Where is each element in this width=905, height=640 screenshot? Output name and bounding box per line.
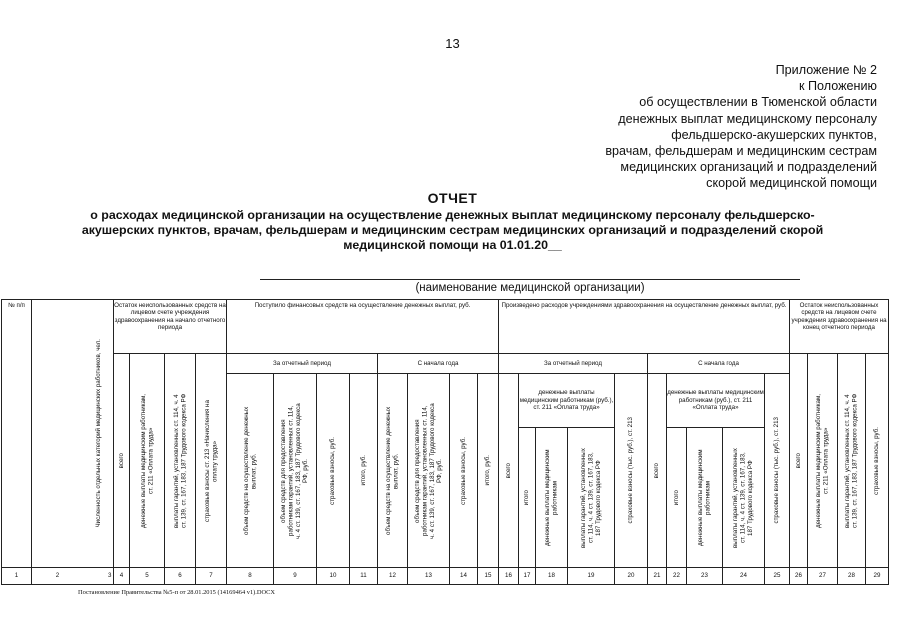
document-footer: Постановление Правительства №5-п от 28.01.2015 (14169464 v1).DOCX [78,589,275,596]
appendix-line: медицинских организаций и подразделений [620,160,877,175]
h-vol-payments: объем средств на осуществление денежных выплат, руб. [227,374,274,568]
h-pay-211: денежные выплаты медицинским работникам, ст. 211 «Оплата труда» [808,354,838,568]
appendix-line: денежных выплат медицинскому персоналу [618,111,877,126]
report-subtitle: о расходах медицинской организации на осуществление денежных выплат медицинскому персоналу фельдшерско-акушерских пунктов, врачам, фельдшерам и медицинским сестрам медицинских организаций и подразделений скорой медицинской помощи на 01.01.20__ [81,208,824,252]
h-ins-rub: страховые взносы, руб. [450,374,478,568]
h-ins-rub: страховые взносы, руб. [866,354,889,568]
period-year: С начала года [648,354,790,374]
appendix-line: Приложение № 2 [775,63,877,77]
col-num: 24 [723,568,765,585]
h-vol-guarantees: объем средств для предоставления работникам гарантий, установленных ст. 114, ч. 4 ст. 139, ст. 167, 183, 187 Трудового кодекса РФ, руб. [274,374,317,568]
col-num: 20 [615,568,648,585]
h-total: всего [499,374,519,568]
h-itogo-rub: итого, руб. [478,374,499,568]
sub-ins-213: страховые взносы (тыс. руб.), ст. 213 [615,374,648,568]
group-received: Поступило финансовых средств на осуществление денежных выплат, руб. [227,300,499,354]
col-num: 6 [165,568,196,585]
h-vol-payments: объем средств на осуществление денежных выплат, руб. [378,374,408,568]
col-num: 14 [450,568,478,585]
report-table [1,299,889,585]
h-ins-rub: страховые взносы, руб. [317,374,350,568]
org-name-caption: (наименование медицинской организации) [415,282,645,294]
h-pay-med: денежные выплаты медицинским работникам [687,428,723,568]
col-num: 2 3 [32,568,114,585]
sub-pay-211: денежные выплаты медицинским работникам (руб.), ст. 211 «Оплата труда» [519,374,615,428]
col-num: 15 [478,568,499,585]
col-num: 11 [350,568,378,585]
h-pay-med: денежные выплаты медицинским работникам [536,428,568,568]
col-num: 28 [838,568,866,585]
appendix-line: врачам, фельдшерам и медицинским сестрам [605,144,877,159]
h-guarantees-short: выплаты гарантий, установленных ст. 114, ч. 4 ст. 139, ст. 167, 183, 187 Трудового кодекса РФ [568,428,615,568]
h-guarantees-short: выплаты гарантий, установленных ст. 114, ч. 4 ст. 139, ст. 167, 183, 187 Трудового кодекса РФ [723,428,765,568]
appendix-line: об осуществлении в Тюменской области [639,95,877,110]
col-num: 23 [687,568,723,585]
column-numbers-row [2,568,889,585]
col-num: 22 [667,568,687,585]
h-total: всего [790,354,808,568]
col-num: 25 [765,568,790,585]
col-num: 18 [536,568,568,585]
col-number-header: № п/п [2,300,32,568]
appendix-line: к Положению [798,79,877,94]
h-total: всего [648,374,667,568]
group-balance-start: Остаток неиспользованных средств на лицевом счете учреждения здравоохранения на начало отчетного периода [114,300,227,354]
col-num: 17 [519,568,536,585]
col-num: 1 [2,568,32,585]
col-num: 27 [808,568,838,585]
h-total: всего [114,354,130,568]
h-itogo-rub: итого, руб. [350,374,378,568]
col-num: 10 [317,568,350,585]
h-guarantees: выплаты гарантий, установленных ст. 114, ч. 4 ст. 139, ст. 167, 183, 187 Трудового кодекса РФ [838,354,866,568]
sub-pay-211: денежные выплаты медицинским работникам (руб.), ст. 211 «Оплата труда» [667,374,765,428]
appendix-line: скорой медицинской помощи [706,176,877,191]
col-num: 29 [866,568,889,585]
h-pay-211: денежные выплаты медицинским работникам, ст. 211 «Оплата труда» [130,354,165,568]
report-title: ОТЧЕТ [427,190,478,206]
h-vol-guarantees: объем средств для предоставления работникам гарантий, установленных ст. 114, ч. 4 ст. 139, ст. 167, 183, 187 Трудового кодекса РФ, руб. [408,374,450,568]
col-num: 13 [408,568,450,585]
col-num: 26 [790,568,808,585]
col-num: 7 [196,568,227,585]
page-number: 13 [445,36,460,51]
col-num: 16 [499,568,519,585]
col-num: 21 [648,568,667,585]
col-num: 19 [568,568,615,585]
group-spent: Произведено расходов учреждениями здравоохранения на осуществление денежных выплат, руб. [499,300,790,354]
col-num: 5 [130,568,165,585]
appendix-block [547,62,877,192]
col-num: 12 [378,568,408,585]
col-num: 9 [274,568,317,585]
period-year: С начала года [378,354,499,374]
sub-ins-213: страховые взносы (тыс. руб.), ст. 213 [765,374,790,568]
group-balance-end: Остаток неиспользованных средств на лицевом счете учреждения здравоохранения на конец отчетного периода [790,300,889,354]
h-guarantees: выплаты гарантий, установленных ст. 114, ч. 4 ст. 139, ст. 167, 183, 187 Трудового кодекса РФ [165,354,196,568]
col-num: 8 [227,568,274,585]
h-itogo: итого [519,428,536,568]
col-category-header: Численность отдельных категорий медицинских работников, чел. [84,300,114,568]
h-itogo: итого [667,428,687,568]
appendix-line: фельдшерско-акушерских пунктов, [671,127,877,142]
period-report: За отчетный период [227,354,378,374]
col-num: 4 [114,568,130,585]
period-report: За отчетный период [499,354,648,374]
h-ins-213: страховые взносы ст. 213 «Начисления на оплату труда» [196,354,227,568]
org-name-line [260,279,800,280]
